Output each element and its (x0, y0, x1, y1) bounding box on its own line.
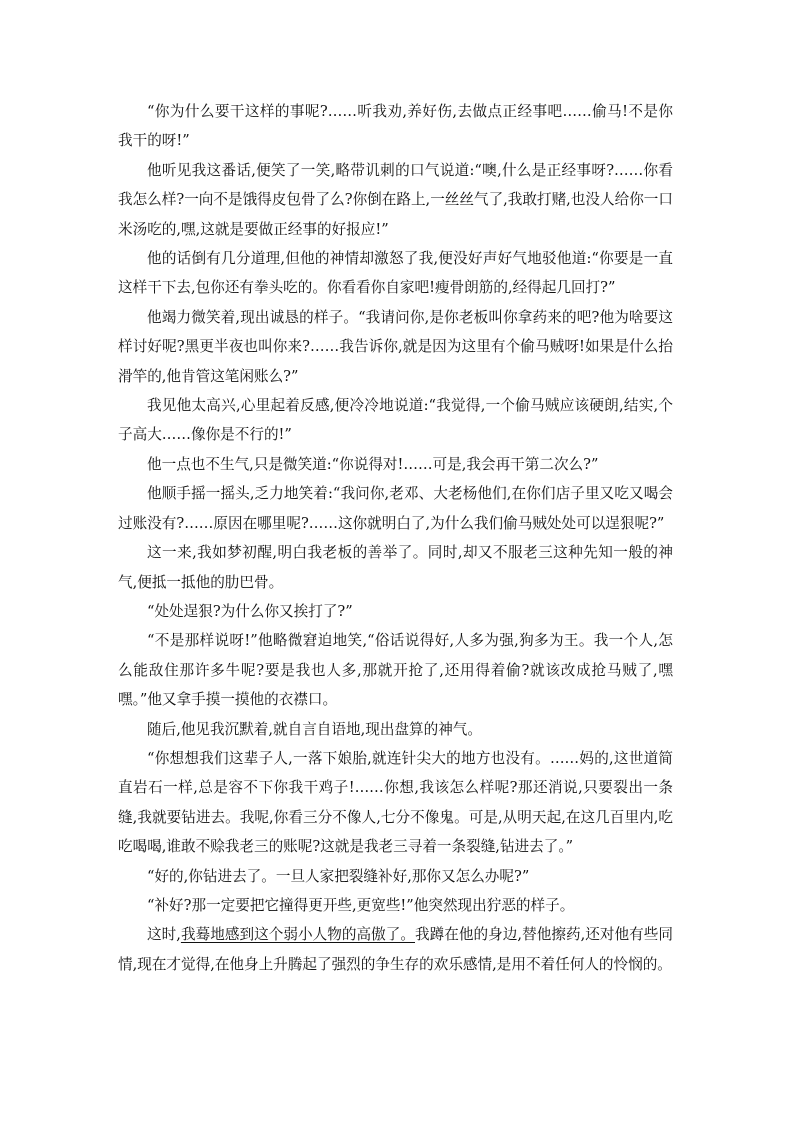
paragraph-6: 他一点也不生气,只是微笑道:“你说得对!……可是,我会再干第二次么?” (147, 455, 599, 473)
paragraph-9: “处处逞狠?为什么你又挨打了?” (147, 602, 353, 620)
paragraph-1: “你为什么要干这样的事呢?……听我劝,养好伤,去做点正经事吧……偷马!不是你我干的呀!” (118, 103, 673, 150)
paragraph-5: 我见他太高兴,心里起着反感,便冷冷地说道:“我觉得,一个偷马贼应该硬朗,结实,个子高大……像你是不行的!” (118, 397, 673, 444)
paragraph-7: 他顺手摇一摇头,乏力地笑着:“我问你,老邓、大老杨他们,在你们店子里又吃又喝会过账没有?……原因在哪里呢?……这你就明白了,为什么我们偷马贼处处可以逞狠呢?” (118, 485, 673, 532)
paragraph-2: 他听见我这番话,便笑了一笑,略带讥刺的口气说道:“噢,什么是正经事呀?……你看我怎么样?一向不是饿得皮包骨了么?你倒在路上,一丝丝气了,我敢打赌,也没人给你一口米汤吃的,嘿,这就是要做正经事的好报应!” (118, 161, 673, 238)
paragraph-10: “不是那样说呀!”他略微窘迫地笑,“俗话说得好,人多为强,狗多为王。我一个人,怎么能敌住那许多牛呢?要是我也人多,那就开抢了,还用得着偷?就该改成抢马贼了,嘿嘿。”他又拿手摸一摸他的衣襟口。 (118, 632, 673, 709)
text-body (118, 97, 673, 979)
paragraph-15 (118, 920, 673, 979)
paragraph-11: 随后,他见我沉默着,就自言自语地,现出盘算的神气。 (147, 720, 482, 738)
paragraph-3: 他的话倒有几分道理,但他的神情却激怒了我,便没好声好气地驳他道:“你要是一直这样干下去,包你还有拳头吃的。你看看你自家吧!瘦骨朗筋的,经得起几回打?” (118, 250, 673, 297)
paragraph-14: “补好?那一定要把它撞得更开些,更宽些!”他突然现出狞恶的样子。 (147, 896, 575, 914)
paragraph-15-end: 我蹲在他的身边,替他擦药,还对他有些同情,现在才觉得,在他身上升腾起了强烈的争生存的欢乐感情,是用不着任何人的怜悯的。 (118, 926, 673, 973)
paragraph-13: “好的,你钻进去了。一旦人家把裂缝补好,那你又怎么办呢?” (147, 867, 530, 885)
underlined-sentence: 我蓦地感到这个弱小人物的高傲了。 (180, 926, 415, 944)
paragraph-4: 他竭力微笑着,现出诚恳的样子。“我请问你,是你老板叫你拿药来的吧?他为啥要这样讨好呢?黑更半夜也叫你来?……我告诉你,就是因为这里有个偷马贼呀!如果是什么抬滑竿的,他肯管这笔闲账么?” (118, 308, 673, 385)
paragraph-8: 这一来,我如梦初醒,明白我老板的善举了。同时,却又不服老三这种先知一般的神气,便抵一抵他的肋巴骨。 (118, 544, 673, 591)
paragraph-15-start: 这时, (147, 926, 181, 944)
paragraph-12: “你想想我们这辈子人,一落下娘胎,就连针尖大的地方也没有。……妈的,这世道简直岩石一样,总是容不下你我干鸡子!……你想,我该怎么样呢?那还消说,只要裂出一条缝,我就要钻进去。我呢,你看三分不像人,七分不像鬼。可是,从明天起,在这几百里内,吃吃喝喝,谁敢不赊我老三的账呢?这就是我老三寻着一条裂缝,钻进去了。” (118, 749, 673, 856)
